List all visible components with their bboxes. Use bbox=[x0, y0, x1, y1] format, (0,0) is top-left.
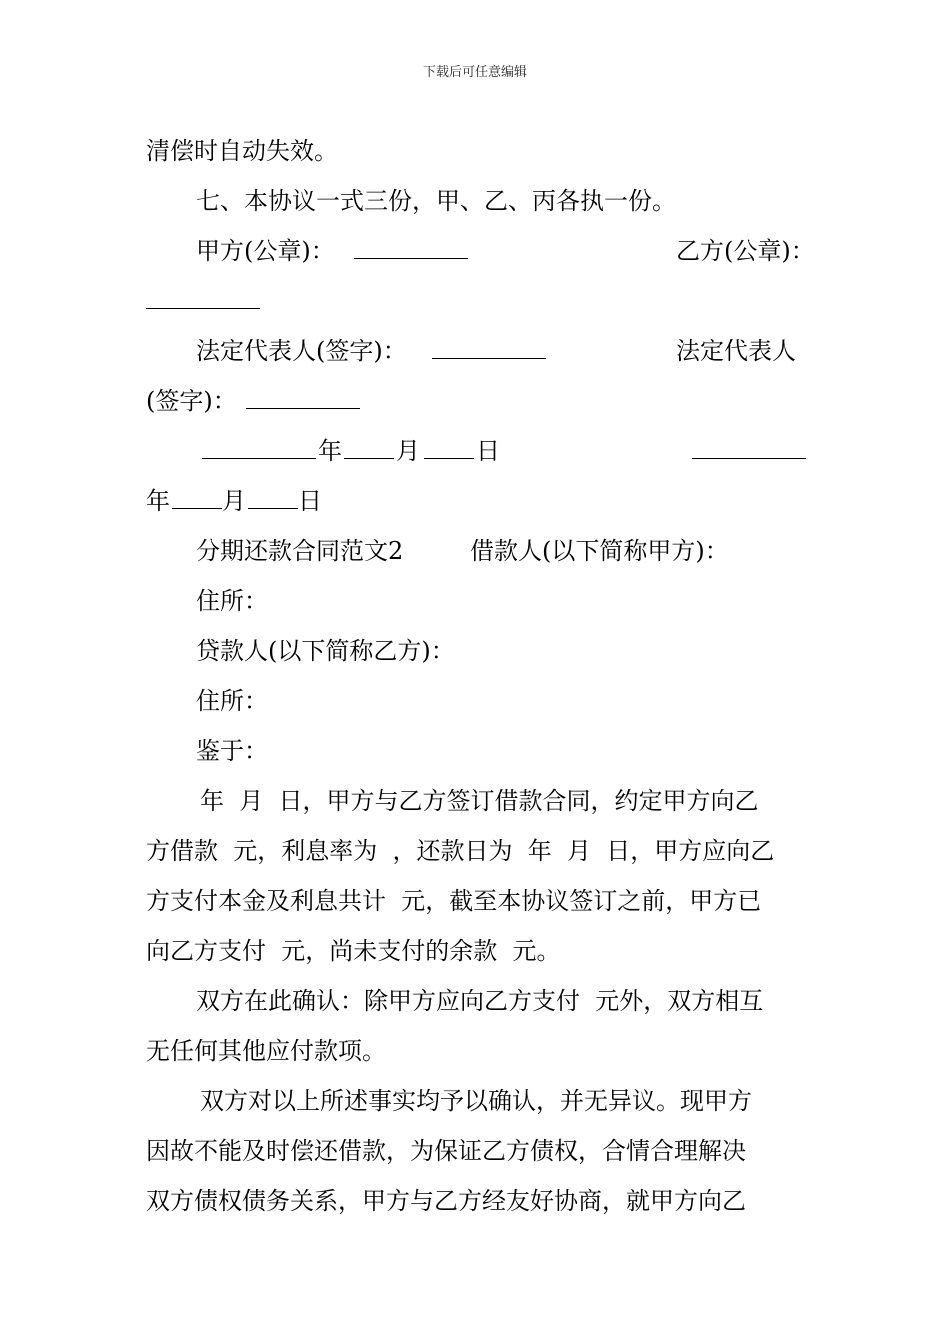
month-label: 月 bbox=[396, 437, 420, 465]
lender-label: 贷款人(以下简称乙方)： bbox=[196, 637, 455, 665]
party-b-signature-blank bbox=[246, 386, 360, 409]
paragraph-line: 清偿时自动失效。 bbox=[146, 137, 338, 165]
party-a-representative-label: 法定代表人(签字)： bbox=[196, 337, 407, 365]
paragraph-line: 七、本协议一式三份，甲、乙、丙各执一份。 bbox=[196, 187, 676, 215]
page-header: 下载后可任意编辑 bbox=[422, 65, 527, 80]
year-label: 年 bbox=[318, 437, 342, 465]
address-label: 住所： bbox=[196, 687, 268, 715]
party-b-signature-label: (签字)： bbox=[146, 387, 237, 415]
party-b-seal-blank bbox=[146, 286, 260, 309]
paragraph-line: 方支付本金及利息共计 元，截至本协议签订之前，甲方已 bbox=[146, 887, 762, 915]
party-a-seal-label: 甲方(公章)： bbox=[196, 237, 335, 265]
paragraph-line: 双方在此确认：除甲方应向乙方支付 元外，双方相互 bbox=[196, 987, 764, 1015]
month-label: 月 bbox=[222, 487, 246, 515]
whereas-label: 鉴于： bbox=[196, 737, 268, 765]
party-a-seal-blank bbox=[354, 236, 468, 259]
section-title: 分期还款合同范文2 bbox=[196, 537, 404, 565]
party-b-year-blank bbox=[692, 436, 806, 459]
address-label: 住所： bbox=[196, 587, 268, 615]
party-a-month-blank bbox=[344, 436, 394, 459]
party-a-day-blank bbox=[424, 436, 474, 459]
paragraph-line: 双方债权债务关系，甲方与乙方经友好协商，就甲方向乙 bbox=[146, 1187, 746, 1215]
party-b-representative-label: 法定代表人 bbox=[676, 337, 796, 365]
year-label: 年 bbox=[146, 487, 170, 515]
paragraph-line: 向乙方支付 元，尚未支付的余款 元。 bbox=[146, 937, 561, 965]
party-a-year-blank bbox=[202, 436, 316, 459]
paragraph-line: 年 月 日，甲方与乙方签订借款合同，约定甲方向乙 bbox=[200, 787, 759, 815]
party-a-representative-blank bbox=[432, 336, 546, 359]
paragraph-line: 方借款 元，利息率为 ，还款日为 年 月 日，甲方应向乙 bbox=[146, 837, 775, 865]
party-b-seal-label: 乙方(公章)： bbox=[676, 237, 815, 265]
party-b-month-blank bbox=[172, 486, 222, 509]
day-label: 日 bbox=[476, 437, 500, 465]
paragraph-line: 无任何其他应付款项。 bbox=[146, 1037, 386, 1065]
day-label: 日 bbox=[298, 487, 322, 515]
borrower-label: 借款人(以下简称甲方)： bbox=[470, 537, 729, 565]
party-b-day-blank bbox=[248, 486, 298, 509]
paragraph-line: 双方对以上所述事实均予以确认，并无异议。现甲方 bbox=[200, 1087, 752, 1115]
paragraph-line: 因故不能及时偿还借款，为保证乙方债权，合情合理解决 bbox=[146, 1137, 746, 1165]
